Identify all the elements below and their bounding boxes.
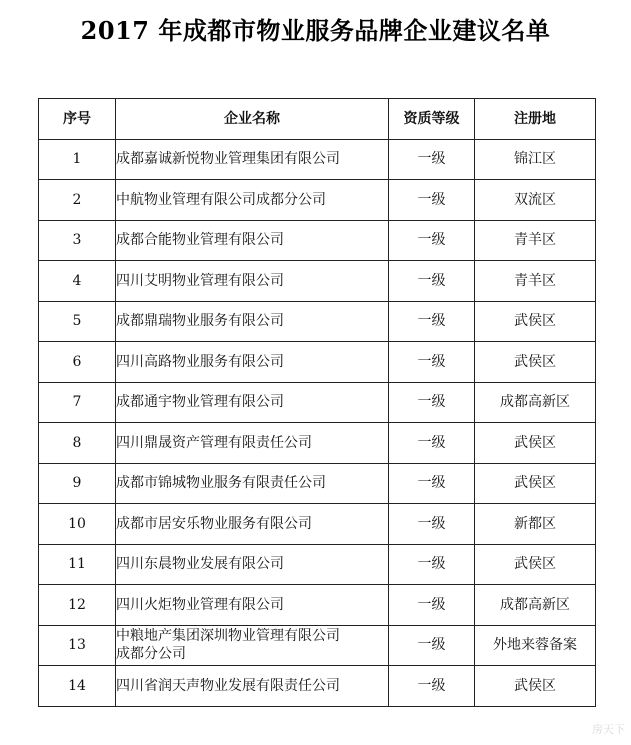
cell-registration: 武侯区	[475, 544, 596, 585]
cell-registration: 外地来蓉备案	[475, 625, 596, 666]
table-row	[39, 504, 596, 545]
table-row	[39, 463, 596, 504]
cell-company-name: 四川东晨物业发展有限公司	[116, 544, 389, 585]
cell-registration: 青羊区	[475, 220, 596, 261]
cell-no: 12	[39, 585, 116, 626]
header-company-name: 企业名称	[116, 99, 389, 140]
cell-company-name: 中航物业管理有限公司成都分公司	[116, 180, 389, 221]
cell-no: 4	[39, 261, 116, 302]
cell-no: 10	[39, 504, 116, 545]
header-registration-place: 注册地	[475, 99, 596, 140]
cell-no: 11	[39, 544, 116, 585]
table-row	[39, 585, 596, 626]
cell-level: 一级	[389, 139, 475, 180]
cell-company-name: 四川艾明物业管理有限公司	[116, 261, 389, 302]
cell-company-name: 成都市锦城物业服务有限责任公司	[116, 463, 389, 504]
cell-registration: 锦江区	[475, 139, 596, 180]
cell-company-name-multiline	[116, 625, 389, 666]
table-row	[39, 220, 596, 261]
cell-no: 14	[39, 666, 116, 707]
table-row	[39, 301, 596, 342]
table-row	[39, 423, 596, 464]
header-qualification-level: 资质等级	[389, 99, 475, 140]
cell-no: 9	[39, 463, 116, 504]
cell-registration: 武侯区	[475, 463, 596, 504]
table-row	[39, 139, 596, 180]
cell-company-name: 成都鼎瑞物业服务有限公司	[116, 301, 389, 342]
company-table	[38, 98, 596, 707]
cell-company-name: 成都合能物业管理有限公司	[116, 220, 389, 261]
cell-level: 一级	[389, 180, 475, 221]
table-row	[39, 382, 596, 423]
cell-level: 一级	[389, 423, 475, 464]
cell-level: 一级	[389, 463, 475, 504]
cell-level: 一级	[389, 625, 475, 666]
cell-no: 7	[39, 382, 116, 423]
company-name-line-1: 中粮地产集团深圳物业管理有限公司	[116, 628, 340, 645]
table-row	[39, 544, 596, 585]
document-title: 2017 年成都市物业服务品牌企业建议名单	[80, 16, 551, 45]
table-row	[39, 261, 596, 302]
cell-no: 1	[39, 139, 116, 180]
cell-level: 一级	[389, 261, 475, 302]
cell-no: 13	[39, 625, 116, 666]
cell-registration: 青羊区	[475, 261, 596, 302]
cell-level: 一级	[389, 382, 475, 423]
cell-registration: 武侯区	[475, 423, 596, 464]
header-no: 序号	[39, 99, 116, 140]
cell-company-name: 四川火炬物业管理有限公司	[116, 585, 389, 626]
cell-level: 一级	[389, 666, 475, 707]
cell-registration: 成都高新区	[475, 585, 596, 626]
table-row	[39, 625, 596, 666]
cell-no: 6	[39, 342, 116, 383]
cell-registration: 武侯区	[475, 342, 596, 383]
cell-level: 一级	[389, 220, 475, 261]
cell-company-name: 四川鼎晟资产管理有限责任公司	[116, 423, 389, 464]
cell-level: 一级	[389, 342, 475, 383]
cell-level: 一级	[389, 504, 475, 545]
cell-company-name: 成都市居安乐物业服务有限公司	[116, 504, 389, 545]
cell-registration: 成都高新区	[475, 382, 596, 423]
cell-company-name: 成都通宇物业管理有限公司	[116, 382, 389, 423]
watermark: 房天下	[592, 723, 625, 736]
cell-registration: 新都区	[475, 504, 596, 545]
cell-company-name: 四川高路物业服务有限公司	[116, 342, 389, 383]
table-header-row	[39, 99, 596, 140]
cell-no: 5	[39, 301, 116, 342]
table-row	[39, 666, 596, 707]
cell-registration: 武侯区	[475, 666, 596, 707]
cell-registration: 武侯区	[475, 301, 596, 342]
cell-level: 一级	[389, 301, 475, 342]
cell-company-name: 成都嘉诚新悦物业管理集团有限公司	[116, 139, 389, 180]
cell-no: 3	[39, 220, 116, 261]
cell-level: 一级	[389, 585, 475, 626]
cell-level: 一级	[389, 544, 475, 585]
cell-no: 2	[39, 180, 116, 221]
table-row	[39, 180, 596, 221]
cell-registration: 双流区	[475, 180, 596, 221]
cell-company-name: 四川省润天声物业发展有限责任公司	[116, 666, 389, 707]
cell-no: 8	[39, 423, 116, 464]
company-name-line-2: 成都分公司	[116, 646, 186, 663]
table-row	[39, 342, 596, 383]
